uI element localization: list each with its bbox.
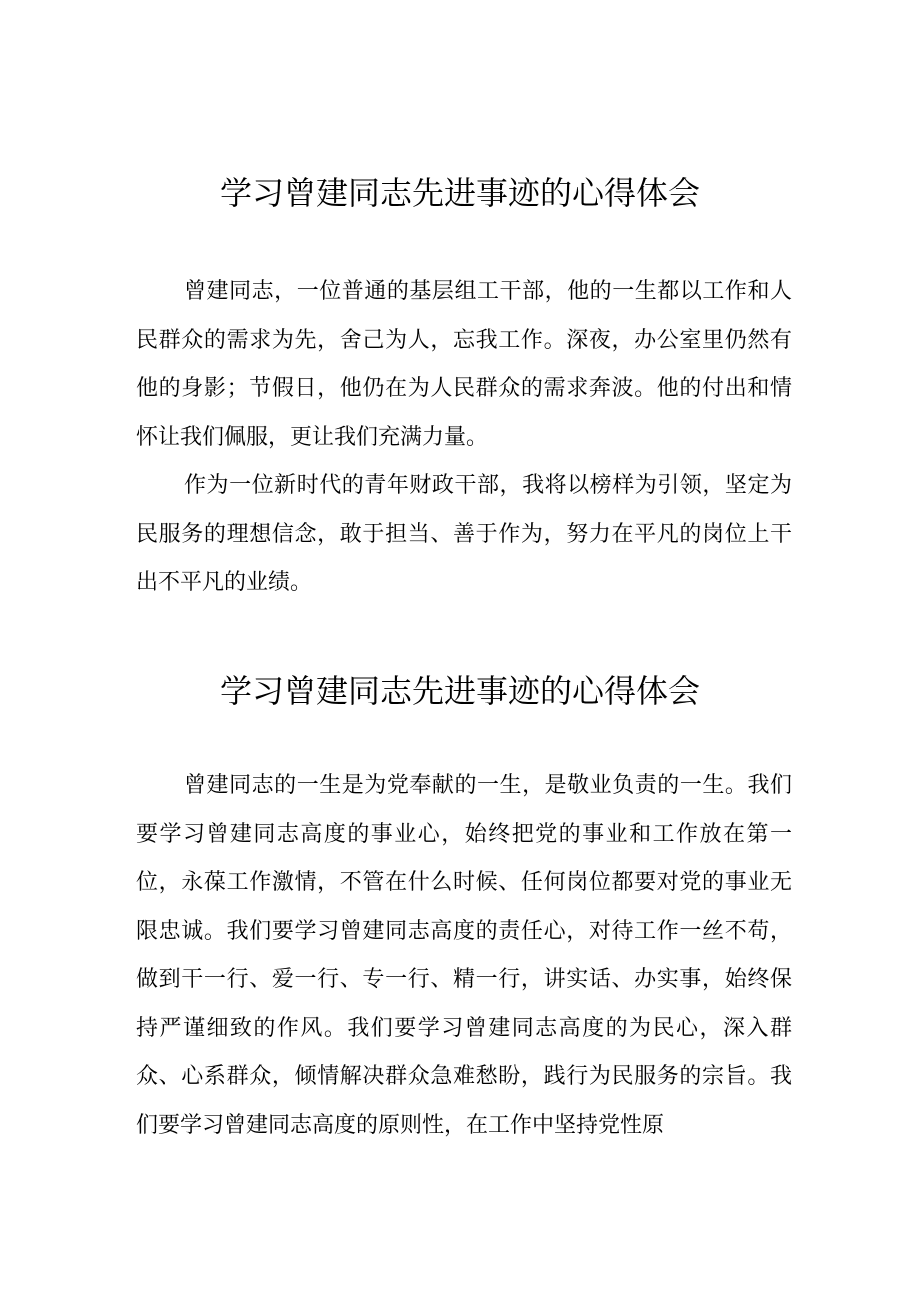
section-2-paragraph-1: 曾建同志的一生是为党奉献的一生，是敬业负责的一生。我们要学习曾建同志高度的事业心，始终把党的事业和工作放在第一位，永葆工作激情，不管在什么时候、任何岗位都要对党的事业无限忠诚。我们要学习曾建同志高度的责任心，对待工作一丝不苟，做到干一行、爱一行、专一行、精一行，讲实话、办实事，始终保持严谨细致的作风。我们要学习曾建同志高度的为民心，深入群众、心系群众，倾情解决群众急难愁盼，践行为民服务的宗旨。我们要学习曾建同志高度的原则性，在工作中坚持党性原	[136, 773, 792, 1138]
section-1-title: 学习曾建同志先进事迹的心得体会	[219, 174, 700, 212]
section-1-paragraph-1: 曾建同志，一位普通的基层组工干部，他的一生都以工作和人民群众的需求为先，舍己为人，忘我工作。深夜，办公室里仍然有他的身影；节假日，他仍在为人民群众的需求奔波。他的付出和情怀让我们佩服，更让我们充满力量。	[136, 279, 792, 450]
section-1-body	[136, 268, 792, 608]
section-2-title: 学习曾建同志先进事迹的心得体会	[219, 672, 700, 710]
section-2-body	[136, 762, 792, 1150]
section-1-paragraph-2: 作为一位新时代的青年财政干部，我将以榜样为引领，坚定为民服务的理想信念，敢于担当、善于作为，努力在平凡的岗位上干出不平凡的业绩。	[136, 473, 792, 595]
